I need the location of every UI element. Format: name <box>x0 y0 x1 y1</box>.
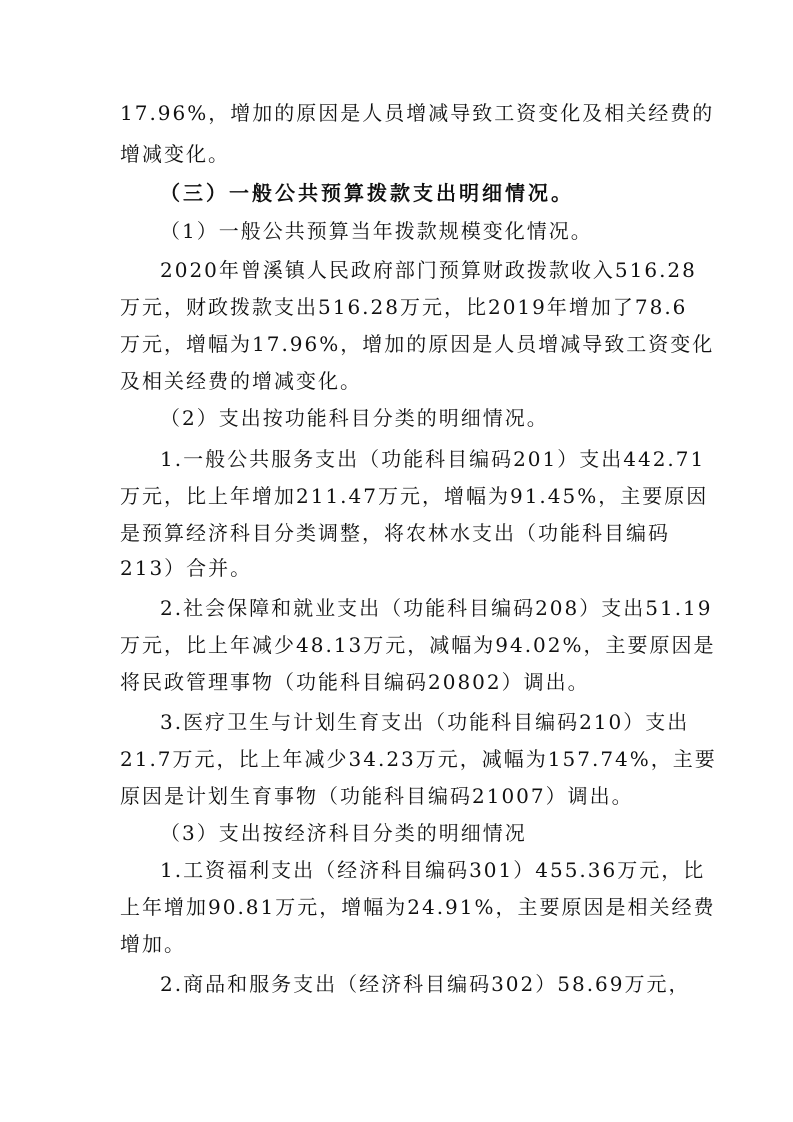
subsection-heading: （1）一般公共预算当年拨款规模变化情况。 <box>160 219 593 243</box>
text-line: 将民政管理事物（功能科目编码20802）调出。 <box>120 670 590 694</box>
text-line: 2020年曾溪镇人民政府部门预算财政拨款收入516.28 <box>160 258 697 282</box>
subsection-heading: （2）支出按功能科目分类的明细情况。 <box>160 406 549 430</box>
text-line: 万元，财政拨款支出516.28万元，比2019年增加了78.6 <box>120 295 688 319</box>
text-line: 2.社会保障和就业支出（功能科目编码208）支出51.19 <box>160 596 713 620</box>
text-line: 万元，增幅为17.96%，增加的原因是人员增减导致工资变化 <box>120 332 715 356</box>
text-line: 1.一般公共服务支出（功能科目编码201）支出442.71 <box>160 447 706 471</box>
text-line: 增加。 <box>120 932 186 956</box>
text-line: 2.商品和服务支出（经济科目编码302）58.69万元， <box>160 972 691 996</box>
text-line: 万元，比上年增加211.47万元，增幅为91.45%，主要原因 <box>120 484 709 508</box>
text-line: 原因是计划生育事物（功能科目编码21007）调出。 <box>120 784 634 808</box>
text-line: 及相关经费的增减变化。 <box>120 369 362 393</box>
text-line: 21.7万元，比上年减少34.23万元，减幅为157.74%，主要 <box>120 747 717 771</box>
text-line: 万元，比上年减少48.13万元，减幅为94.02%，主要原因是 <box>120 633 716 657</box>
text-line: 3.医疗卫生与计划生育支出（功能科目编码210）支出 <box>160 710 690 734</box>
section-heading: （三）一般公共预算拨款支出明细情况。 <box>160 181 574 205</box>
text-line: 213）合并。 <box>120 556 253 580</box>
text-line: 上年增加90.81万元，增幅为24.91%，主要原因是相关经费 <box>120 895 716 919</box>
text-line: 1.工资福利支出（经济科目编码301）455.36万元，比 <box>160 858 706 882</box>
text-line: 增减变化。 <box>120 142 230 166</box>
subsection-heading: （3）支出按经济科目分类的明细情况 <box>160 821 527 845</box>
text-line: 17.96%，增加的原因是人员增减导致工资变化及相关经费的 <box>120 101 715 125</box>
text-line: 是预算经济科目分类调整，将农林水支出（功能科目编码 <box>120 521 670 545</box>
